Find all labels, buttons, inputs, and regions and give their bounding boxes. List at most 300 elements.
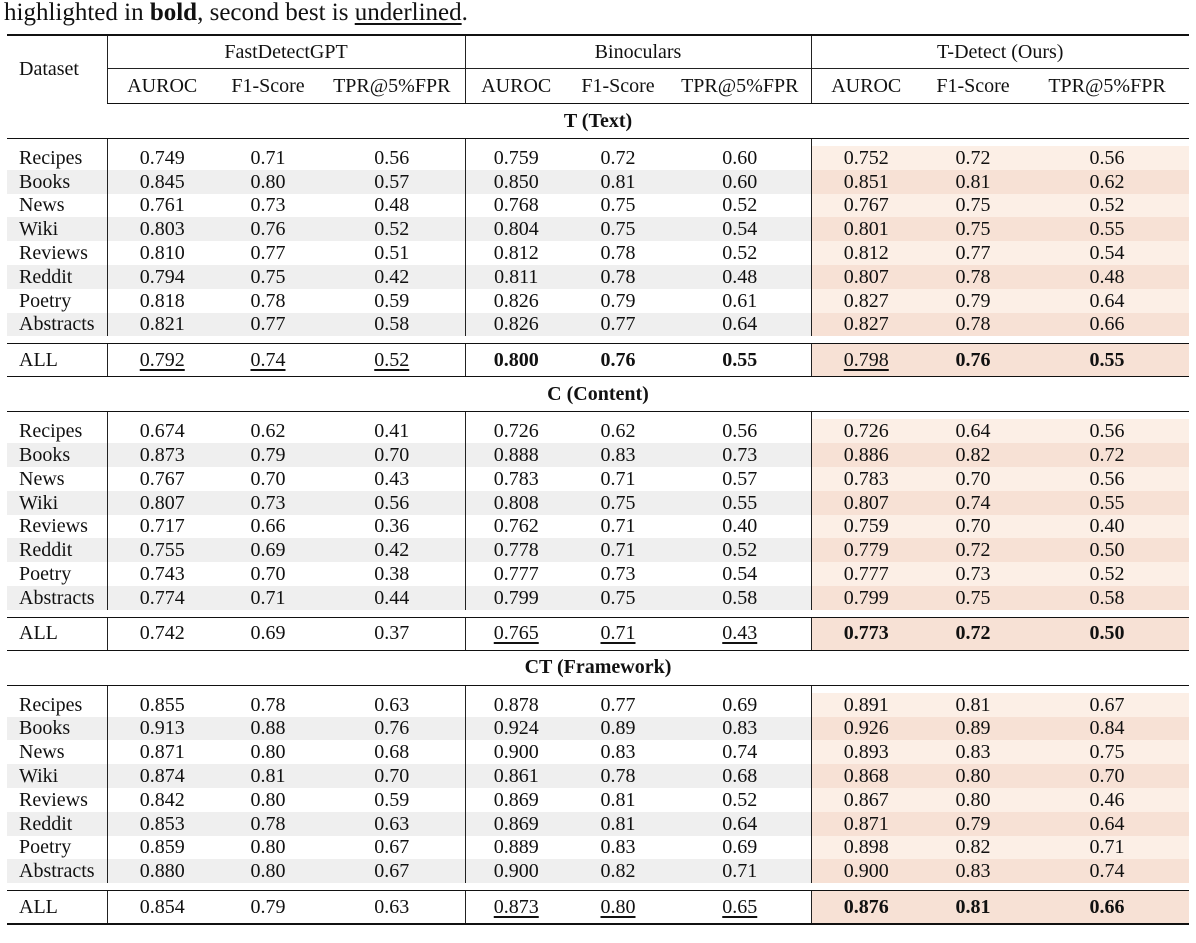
metric-cell: 0.845 — [107, 170, 217, 194]
metric-cell: 0.81 — [921, 693, 1025, 717]
metric-cell: 0.52 — [1025, 562, 1189, 586]
dataset-name: Recipes — [19, 146, 83, 169]
metric-cell — [1025, 617, 1189, 650]
metric-cell: 0.76 — [217, 217, 319, 241]
metric-cell: 0.79 — [921, 812, 1025, 836]
metric-cell: 0.808 — [465, 491, 567, 515]
metric-cell: 0.81 — [567, 170, 669, 194]
metric-cell: 0.81 — [921, 170, 1025, 194]
metric-cell: 0.810 — [107, 241, 217, 265]
metric-cell — [107, 617, 217, 650]
spacer-row — [7, 685, 1189, 693]
dataset-name: News — [19, 741, 65, 764]
second-best-value: 0.74 — [250, 348, 286, 371]
metric-cell: 0.889 — [465, 836, 567, 860]
metric-cell — [107, 891, 217, 925]
metric-cell — [669, 344, 811, 377]
best-value: 0.55 — [1089, 348, 1125, 371]
metric-cell — [1025, 344, 1189, 377]
best-value: 0.72 — [955, 622, 991, 645]
metric-cell: 0.60 — [722, 146, 758, 169]
metric-cell: 0.62 — [1025, 170, 1189, 194]
metric-cell: 0.70 — [250, 467, 286, 490]
metric-cell — [217, 891, 319, 925]
table-row — [7, 788, 1189, 812]
metric-cell: 0.75 — [217, 265, 319, 289]
dataset-name: Wiki — [7, 764, 107, 788]
metric-cell: 0.64 — [1025, 289, 1189, 313]
metric-value: 0.69 — [250, 622, 286, 645]
metric-cell: 0.69 — [722, 836, 758, 859]
metric-cell: 0.72 — [921, 538, 1025, 562]
table-row — [7, 491, 1189, 515]
metric-cell: 0.827 — [811, 313, 921, 337]
metric-cell: 0.58 — [669, 586, 811, 610]
metric-cell: 0.80 — [217, 170, 319, 194]
section-header-row — [7, 377, 1189, 412]
caption-bold-word: bold — [149, 0, 198, 26]
table-row — [7, 241, 1189, 265]
metric-cell: 0.891 — [811, 693, 921, 717]
table-row — [7, 812, 1189, 836]
dataset-name: Poetry — [19, 563, 72, 586]
metric-cell: 0.52 — [669, 538, 811, 562]
metric-cell: 0.75 — [921, 194, 1025, 218]
metric-cell: 0.71 — [567, 538, 669, 562]
metric-cell: 0.81 — [217, 764, 319, 788]
metric-cell: 0.807 — [811, 265, 921, 289]
metric-cell: 0.81 — [600, 788, 636, 811]
second-best-value: 0.65 — [722, 895, 758, 918]
group-header-tdetect: T-Detect (Ours) — [811, 35, 1189, 69]
metric-cell: 0.826 — [465, 289, 567, 313]
metric-cell: 0.52 — [722, 788, 758, 811]
metric-value: 0.854 — [139, 895, 185, 918]
metric-cell: 0.63 — [319, 812, 465, 836]
metric-cell: 0.861 — [465, 764, 567, 788]
spacer-row — [7, 139, 1189, 147]
metric-cell: 0.75 — [567, 217, 669, 241]
metric-cell: 0.774 — [107, 586, 217, 610]
metric-cell: 0.54 — [1025, 241, 1189, 265]
metric-cell: 0.89 — [567, 717, 669, 741]
dataset-name: Poetry — [19, 836, 72, 859]
metric-cell: 0.40 — [722, 515, 758, 538]
metric-cell: 0.46 — [1025, 788, 1189, 812]
section-title: CT (Framework) — [7, 650, 1189, 685]
metric-cell: 0.886 — [811, 443, 921, 467]
metric-cell: 0.743 — [107, 562, 217, 586]
metric-cell: 0.755 — [107, 538, 217, 562]
metric-header: TPR@5%FPR — [669, 69, 811, 104]
metric-cell: 0.55 — [1025, 217, 1189, 241]
metric-cell: 0.71 — [250, 146, 286, 169]
metric-cell: 0.75 — [921, 586, 1025, 610]
dataset-name: Books — [7, 717, 107, 741]
table-row — [7, 419, 1189, 443]
metric-cell: 0.88 — [217, 717, 319, 741]
metric-cell — [465, 617, 567, 650]
metric-cell: 0.74 — [1025, 859, 1189, 883]
metric-cell: 0.75 — [567, 586, 669, 610]
metric-cell: 0.871 — [107, 740, 217, 764]
metric-cell: 0.44 — [319, 586, 465, 610]
best-value: 0.55 — [722, 348, 758, 371]
metric-cell: 0.812 — [465, 241, 567, 265]
metric-cell: 0.783 — [811, 467, 921, 491]
metric-cell: 0.803 — [107, 217, 217, 241]
table-body — [7, 104, 1189, 925]
table-row — [7, 515, 1189, 539]
metric-cell: 0.873 — [107, 443, 217, 467]
table-row — [7, 586, 1189, 610]
metric-cell: 0.826 — [465, 313, 567, 337]
metric-cell: 0.84 — [1025, 717, 1189, 741]
metric-cell: 0.77 — [921, 241, 1025, 265]
metric-cell: 0.874 — [107, 764, 217, 788]
spacer-row — [7, 412, 1189, 420]
table-row — [7, 289, 1189, 313]
metric-cell — [921, 344, 1025, 377]
second-best-value: 0.873 — [493, 895, 539, 918]
metric-cell: 0.41 — [374, 420, 410, 443]
metric-cell: 0.674 — [107, 419, 217, 443]
metric-cell: 0.794 — [107, 265, 217, 289]
metric-cell: 0.73 — [600, 563, 636, 586]
metric-cell: 0.827 — [811, 289, 921, 313]
second-best-value: 0.792 — [139, 348, 185, 371]
metric-cell: 0.81 — [567, 812, 669, 836]
metric-cell: 0.72 — [1025, 443, 1189, 467]
metric-cell: 0.70 — [319, 443, 465, 467]
metric-cell: 0.752 — [811, 146, 921, 170]
metric-cell: 0.58 — [319, 313, 465, 337]
metric-cell: 0.72 — [600, 146, 636, 169]
best-value: 0.76 — [600, 348, 636, 371]
metric-cell: 0.71 — [600, 467, 636, 490]
metric-cell: 0.36 — [374, 515, 410, 538]
metric-cell: 0.900 — [811, 859, 921, 883]
metric-cell: 0.811 — [465, 265, 567, 289]
dataset-name: Poetry — [19, 289, 72, 312]
metric-cell — [567, 617, 669, 650]
metric-cell: 0.73 — [921, 562, 1025, 586]
dataset-name: Books — [7, 170, 107, 194]
metric-cell: 0.75 — [600, 194, 636, 217]
metric-cell: 0.55 — [669, 491, 811, 515]
best-value: 0.876 — [843, 895, 889, 918]
metric-cell: 0.783 — [465, 467, 567, 491]
table-caption — [4, 0, 468, 30]
metric-cell: 0.75 — [567, 491, 669, 515]
metric-cell: 0.83 — [669, 717, 811, 741]
metric-cell: 0.78 — [567, 764, 669, 788]
metric-cell: 0.80 — [250, 741, 286, 764]
metric-cell: 0.78 — [600, 242, 636, 265]
metric-cell: 0.67 — [1025, 693, 1189, 717]
dataset-name: Reviews — [19, 515, 88, 538]
dataset-name: Books — [7, 443, 107, 467]
metric-cell: 0.83 — [921, 859, 1025, 883]
metric-cell: 0.869 — [465, 788, 567, 812]
metric-cell: 0.83 — [600, 741, 636, 764]
metric-cell: 0.57 — [722, 467, 758, 490]
metric-cell: 0.50 — [1025, 538, 1189, 562]
metric-cell: 0.71 — [1025, 836, 1189, 860]
metric-cell: 0.73 — [217, 491, 319, 515]
metric-cell: 0.77 — [217, 313, 319, 337]
metric-cell: 0.777 — [811, 562, 921, 586]
metric-cell: 0.77 — [250, 242, 286, 265]
metric-cell: 0.56 — [722, 420, 758, 443]
metric-cell: 0.79 — [921, 289, 1025, 313]
metric-cell: 0.759 — [811, 515, 921, 539]
metric-cell: 0.726 — [811, 419, 921, 443]
table-row — [7, 467, 1189, 491]
metric-cell: 0.759 — [465, 146, 567, 170]
metric-cell: 0.926 — [811, 717, 921, 741]
metric-cell: 0.83 — [600, 836, 636, 859]
metric-cell: 0.77 — [567, 313, 669, 337]
metric-cell: 0.64 — [669, 812, 811, 836]
metric-cell: 0.59 — [374, 788, 410, 811]
metric-cell: 0.73 — [669, 443, 811, 467]
metric-cell: 0.767 — [811, 194, 921, 218]
metric-cell: 0.42 — [319, 538, 465, 562]
metric-cell: 0.63 — [374, 693, 410, 716]
metric-cell: 0.38 — [374, 563, 410, 586]
dataset-header: Dataset — [7, 35, 107, 104]
metric-cell — [465, 891, 567, 925]
metric-cell: 0.56 — [1025, 419, 1189, 443]
metric-cell: 0.60 — [669, 170, 811, 194]
metric-cell: 0.898 — [811, 836, 921, 860]
table-row — [7, 764, 1189, 788]
metric-cell — [921, 891, 1025, 925]
metric-cell: 0.853 — [107, 812, 217, 836]
metric-cell: 0.83 — [921, 740, 1025, 764]
metric-cell: 0.868 — [811, 764, 921, 788]
metric-cell — [669, 617, 811, 650]
table-row — [7, 313, 1189, 337]
metric-cell: 0.78 — [921, 313, 1025, 337]
metric-cell: 0.807 — [811, 491, 921, 515]
best-value: 0.773 — [843, 622, 889, 645]
best-value: 0.81 — [955, 895, 991, 918]
metric-cell: 0.74 — [722, 741, 758, 764]
metric-cell — [1025, 891, 1189, 925]
metric-cell: 0.70 — [250, 563, 286, 586]
metric-cell: 0.726 — [465, 419, 567, 443]
metric-header: AUROC — [465, 69, 567, 104]
metric-cell — [465, 344, 567, 377]
metric-cell: 0.57 — [319, 170, 465, 194]
metric-cell: 0.48 — [669, 265, 811, 289]
metric-cell: 0.89 — [921, 717, 1025, 741]
metric-cell: 0.80 — [250, 836, 286, 859]
spacer-row — [7, 883, 1189, 891]
metric-cell: 0.799 — [465, 586, 567, 610]
metric-cell: 0.78 — [250, 693, 286, 716]
results-table — [7, 34, 1189, 925]
second-best-value: 0.798 — [843, 348, 889, 371]
metric-cell — [811, 891, 921, 925]
metric-cell: 0.56 — [1025, 146, 1189, 170]
metric-cell: 0.48 — [1025, 265, 1189, 289]
metric-header: TPR@5%FPR — [1025, 69, 1189, 104]
metric-cell: 0.68 — [669, 764, 811, 788]
metric-cell: 0.48 — [374, 194, 410, 217]
second-best-value: 0.80 — [600, 895, 636, 918]
table-row — [7, 836, 1189, 860]
metric-cell: 0.64 — [921, 419, 1025, 443]
second-best-value: 0.52 — [374, 348, 410, 371]
metric-cell: 0.78 — [921, 265, 1025, 289]
metric-cell: 0.70 — [319, 764, 465, 788]
header-row-groups — [7, 35, 1189, 69]
metric-cell: 0.78 — [567, 265, 669, 289]
metric-value: 0.37 — [374, 622, 410, 645]
metric-header: F1-Score — [567, 69, 669, 104]
second-best-value: 0.43 — [722, 622, 758, 645]
metric-cell — [107, 344, 217, 377]
dataset-name: Recipes — [19, 693, 83, 716]
metric-cell: 0.767 — [107, 467, 217, 491]
metric-cell: 0.68 — [374, 741, 410, 764]
dataset-name: Reddit — [7, 265, 107, 289]
metric-header: AUROC — [107, 69, 217, 104]
all-row — [7, 617, 1189, 650]
metric-cell: 0.80 — [217, 859, 319, 883]
dataset-name: Reviews — [19, 242, 88, 265]
best-value: 0.50 — [1089, 622, 1125, 645]
table-row — [7, 217, 1189, 241]
metric-cell: 0.67 — [374, 836, 410, 859]
metric-cell: 0.851 — [811, 170, 921, 194]
metric-header: F1-Score — [921, 69, 1025, 104]
section-title: T (Text) — [7, 104, 1189, 139]
metric-cell: 0.40 — [1025, 515, 1189, 539]
metric-cell — [567, 344, 669, 377]
dataset-name: Wiki — [7, 491, 107, 515]
table-row — [7, 194, 1189, 218]
metric-cell: 0.56 — [374, 146, 410, 169]
metric-cell: 0.52 — [1025, 194, 1189, 218]
table-row — [7, 562, 1189, 586]
metric-cell: 0.749 — [107, 146, 217, 170]
metric-cell: 0.43 — [374, 467, 410, 490]
metric-cell: 0.850 — [465, 170, 567, 194]
group-header-fastdetectgpt: FastDetectGPT — [107, 35, 465, 69]
metric-cell: 0.859 — [107, 836, 217, 860]
section-title: C (Content) — [7, 377, 1189, 412]
metric-cell: 0.70 — [921, 515, 1025, 539]
dataset-name: Reviews — [19, 788, 88, 811]
metric-cell: 0.807 — [107, 491, 217, 515]
metric-cell: 0.82 — [567, 859, 669, 883]
metric-cell: 0.78 — [217, 812, 319, 836]
metric-value: 0.63 — [374, 895, 410, 918]
metric-cell: 0.867 — [811, 788, 921, 812]
metric-cell: 0.888 — [465, 443, 567, 467]
metric-cell — [217, 617, 319, 650]
metric-value: 0.79 — [250, 895, 286, 918]
metric-cell: 0.76 — [319, 717, 465, 741]
metric-cell: 0.913 — [107, 717, 217, 741]
metric-cell: 0.66 — [250, 515, 286, 538]
metric-cell: 0.779 — [811, 538, 921, 562]
metric-cell: 0.75 — [1025, 740, 1189, 764]
second-best-value: 0.765 — [493, 622, 539, 645]
metric-cell: 0.777 — [465, 562, 567, 586]
metric-cell: 0.67 — [319, 859, 465, 883]
metric-cell — [567, 891, 669, 925]
metric-cell: 0.871 — [811, 812, 921, 836]
metric-cell: 0.842 — [107, 788, 217, 812]
metric-cell: 0.869 — [465, 812, 567, 836]
table-row — [7, 717, 1189, 741]
metric-cell: 0.812 — [811, 241, 921, 265]
metric-cell: 0.69 — [722, 693, 758, 716]
table-row — [7, 146, 1189, 170]
metric-cell: 0.54 — [722, 563, 758, 586]
dataset-name: Recipes — [19, 420, 83, 443]
metric-cell: 0.893 — [811, 740, 921, 764]
spacer-row — [7, 336, 1189, 344]
metric-cell: 0.62 — [250, 420, 286, 443]
best-value: 0.800 — [493, 348, 539, 371]
dataset-name: ALL — [7, 344, 107, 377]
metric-cell: 0.717 — [107, 515, 217, 539]
metric-cell: 0.80 — [921, 788, 1025, 812]
best-value: 0.76 — [955, 348, 991, 371]
metric-cell: 0.54 — [669, 217, 811, 241]
header-row-metrics — [7, 69, 1189, 104]
metric-cell: 0.42 — [319, 265, 465, 289]
metric-cell: 0.804 — [465, 217, 567, 241]
metric-cell: 0.762 — [465, 515, 567, 539]
spacer-row — [7, 610, 1189, 618]
metric-cell: 0.761 — [107, 194, 217, 218]
best-value: 0.66 — [1089, 895, 1125, 918]
metric-cell: 0.56 — [1025, 467, 1189, 491]
metric-cell: 0.56 — [319, 491, 465, 515]
metric-cell — [319, 344, 465, 377]
metric-cell: 0.878 — [465, 693, 567, 717]
metric-cell: 0.59 — [374, 289, 410, 312]
metric-cell — [921, 617, 1025, 650]
metric-cell: 0.79 — [217, 443, 319, 467]
metric-cell: 0.70 — [921, 467, 1025, 491]
metric-cell: 0.82 — [921, 836, 1025, 860]
metric-cell: 0.900 — [465, 740, 567, 764]
group-header-binoculars: Binoculars — [465, 35, 811, 69]
metric-cell: 0.880 — [107, 859, 217, 883]
metric-cell: 0.51 — [374, 242, 410, 265]
metric-cell: 0.61 — [722, 289, 758, 312]
all-row — [7, 891, 1189, 925]
dataset-name: Abstracts — [7, 859, 107, 883]
table-row — [7, 265, 1189, 289]
metric-cell: 0.801 — [811, 217, 921, 241]
metric-cell: 0.924 — [465, 717, 567, 741]
dataset-name: Wiki — [7, 217, 107, 241]
table-row — [7, 443, 1189, 467]
metric-value: 0.742 — [139, 622, 185, 645]
caption-text-3: . — [461, 0, 468, 26]
metric-cell: 0.75 — [921, 217, 1025, 241]
metric-cell: 0.64 — [1025, 812, 1189, 836]
